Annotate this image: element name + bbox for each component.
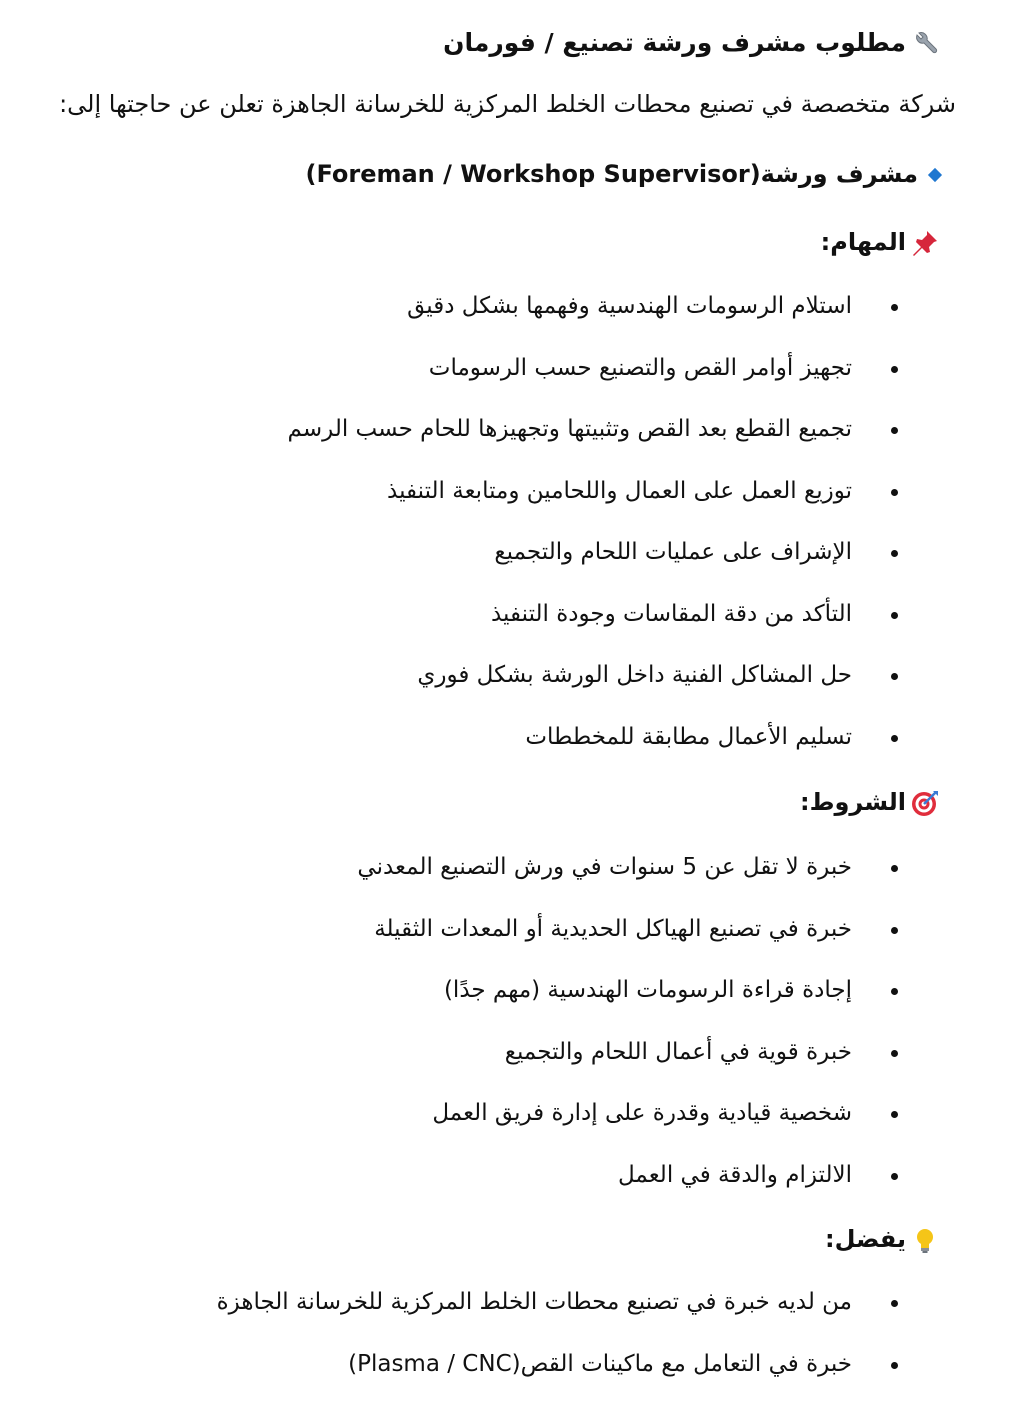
list-item [357,960,904,1022]
list-item-text: خبرة في تصنيع الهياكل الحديدية أو المعدات الثقيلة [374,915,852,942]
page-title [443,28,940,59]
list-item-text: شخصية قيادية وقدرة على إدارة فريق العمل [432,1100,852,1126]
bullet-icon [891,1362,898,1369]
list-item [288,645,904,707]
list-item-text: استلام الرسومات الهندسية وفهمها بشكل دقيق [407,293,852,319]
list-item [288,461,904,523]
list-item-text: تجميع القطع بعد القص وتثبيتها وتجهيزها للحام حسب الرسم [287,416,852,442]
bullet-icon [891,865,898,872]
pushpin-icon [910,228,940,258]
bullet-icon [891,673,898,680]
list-item-text: التأكد من دقة المقاسات وجودة التنفيذ [490,600,852,627]
list-item [357,1022,904,1084]
tasks-heading-text: المهام: [820,228,906,256]
position-line [305,160,940,188]
bullet-icon [891,427,898,434]
bullet-icon [891,1173,898,1180]
blue-diamond-icon [928,168,942,182]
list-item-text: خبرة قوية في أعمال اللحام والتجميع [504,1038,852,1065]
bullet-icon [891,366,898,373]
title-text: مطلوب مشرف ورشة تصنيع / فورمان [443,28,906,57]
list-item-text: من لديه خبرة في تصنيع محطات الخلط المركزية للخرسانة الجاهزة [216,1289,852,1315]
preferred-heading-text: يفضل: [825,1225,906,1253]
list-item [288,584,904,646]
bullet-icon [891,735,898,742]
list-item-text: الالتزام والدقة في العمل [618,1161,852,1188]
list-item-text: توزيع العمل على العمال واللحامين ومتابعة التنفيذ [387,477,852,504]
requirements-heading-text: الشروط: [799,788,906,816]
list-item [357,1145,904,1207]
bullet-icon [891,612,898,619]
list-item-text: حل المشاكل الفنية داخل الورشة بشكل فوري [417,662,852,688]
list-item [357,837,904,899]
list-item-text: خبرة لا تقل عن 5 سنوات في ورش التصنيع المعدني [357,854,852,880]
tasks-list [288,276,904,768]
list-item [288,399,904,461]
list-item-text: تجهيز أوامر القص والتصنيع حسب الرسومات [428,354,852,381]
requirements-list [357,837,904,1206]
list-item [217,1334,904,1396]
preferred-list [217,1272,904,1395]
list-item-text: خبرة في التعامل مع ماكينات القص(Plasma / CNC) [348,1350,852,1377]
intro-text: شركة متخصصة في تصنيع محطات الخلط المركزية للخرسانة الجاهزة تعلن عن حاجتها إلى: [59,90,956,118]
list-item [288,276,904,338]
requirements-heading [800,788,940,818]
target-icon [910,788,940,818]
list-item [288,707,904,769]
list-item-text: إجادة قراءة الرسومات الهندسية (مهم جدًا) [443,977,852,1003]
position-title: مشرف ورشة(Foreman / Workshop Supervisor) [305,160,918,188]
wrench-icon [910,29,940,59]
bullet-icon [891,1300,898,1307]
list-item [288,338,904,400]
bullet-icon [891,927,898,934]
preferred-heading [825,1225,940,1255]
list-item-text: تسليم الأعمال مطابقة للمخططات [525,723,852,750]
bullet-icon [891,1111,898,1118]
bullet-icon [891,550,898,557]
bullet-icon [891,988,898,995]
bullet-icon [891,1050,898,1057]
list-item [217,1272,904,1334]
list-item-text: الإشراف على عمليات اللحام والتجميع [494,539,852,565]
list-item [357,899,904,961]
list-item [288,522,904,584]
bullet-icon [891,489,898,496]
lightbulb-icon [910,1225,940,1255]
tasks-heading [821,228,940,258]
bullet-icon [891,304,898,311]
list-item [357,1083,904,1145]
